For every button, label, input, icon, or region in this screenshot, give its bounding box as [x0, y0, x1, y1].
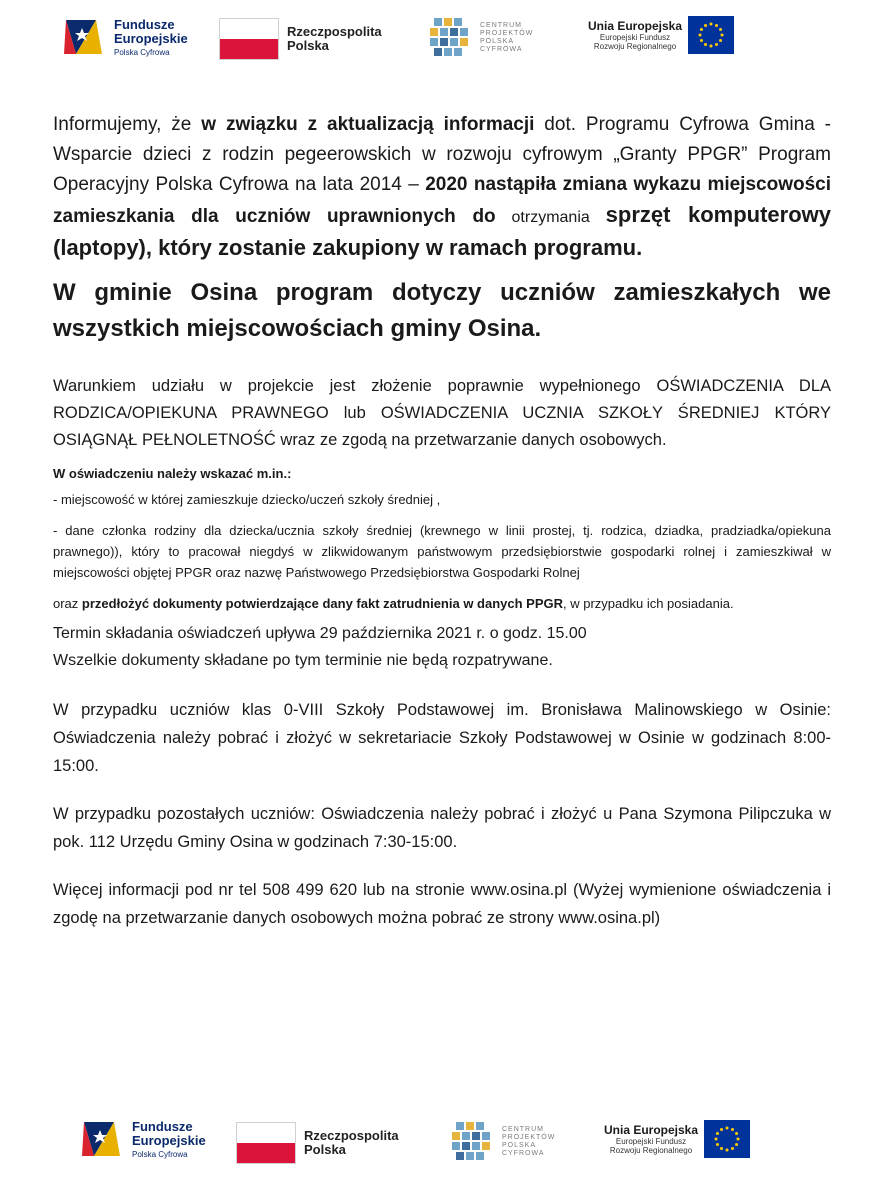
fundusze-europejskie-logo: [62, 14, 188, 60]
fundusze-europejskie-icon: [80, 1116, 126, 1162]
rp-line2: Polska: [304, 1142, 346, 1157]
ue-line1: Unia Europejska: [588, 19, 683, 33]
polish-flag-icon: [236, 1122, 296, 1164]
fe-line1: Fundusze: [114, 16, 175, 32]
other-students-info: W przypadku pozostałych uczniów: Oświadczenia należy pobrać i złożyć u Pana Szymona Pilipczuka w pok. 112 Urzędu Gminy Osina w godzinach 7:30-15:00.: [53, 805, 831, 851]
unia-europejska-logo: [604, 1120, 750, 1158]
ue-line1: Unia Europejska: [604, 1123, 699, 1137]
eu-star-icon: [700, 39, 703, 42]
fe-line2: Europejskie: [114, 30, 188, 46]
bottom-logo-bar: [0, 1100, 884, 1190]
eu-star-icon: [721, 34, 724, 37]
fundusze-europejskie-logo: [80, 1116, 206, 1162]
intro-text-2: dot. Programu Cyfrowa Gmina - Wsparcie dzieci z rodzin pegeerowskich w rozwoju cyfrowym „Granty PPGR” Program Operacyjny Polska Cyfrowa na lata 2014 –: [53, 114, 831, 195]
cpp-line4: CYFROWA: [480, 46, 523, 53]
rp-line1: Rzeczpospolita: [287, 24, 382, 39]
ue-line2: Europejski Fundusz: [599, 33, 671, 42]
intro-bold-3: sprzęt komputerowy (laptopy), który zostanie zakupiony w ramach programu.: [53, 202, 831, 260]
headline: W gminie Osina program dotyczy uczniów zamieszkałych we wszystkich miejscowościach gminy Osina.: [53, 279, 831, 342]
fe-line1: Fundusze: [132, 1118, 193, 1134]
announcement-body: [53, 110, 831, 932]
eu-star-icon: [720, 1128, 723, 1131]
rzeczpospolita-polska-logo: [236, 1122, 399, 1164]
eu-star-icon: [704, 43, 707, 46]
eu-star-icon: [715, 24, 718, 27]
intro-bold-1: w związku z aktualizacją informacji: [201, 114, 535, 135]
cpp-line3: POLSKA: [502, 1142, 537, 1149]
rp-line1: Rzeczpospolita: [304, 1128, 399, 1143]
cpp-line3: POLSKA: [480, 38, 515, 45]
eu-star-icon: [719, 28, 722, 31]
fundusze-europejskie-icon: [62, 14, 108, 60]
participation-condition: Warunkiem udziału w projekcie jest złożenie poprawnie wypełnionego OŚWIADCZENIA DLA RODZICA/OPIEKUNA PRAWNEGO lub OŚWIADCZENIA UCZNIA SZKOŁY ŚREDNIEJ KTÓRY OSIĄGNĄŁ PEŁNOLETNOŚĆ wraz ze zgodą na przetwarzanie danych osobowych.: [53, 377, 831, 449]
unia-europejska-logo: [588, 16, 734, 54]
centrum-projektow-icon: [450, 1120, 494, 1164]
declaration-item-1: - miejscowość w której zamieszkuje dziecko/uczeń szkoły średniej ,: [53, 492, 441, 507]
centrum-projektow-icon: [428, 16, 472, 60]
fe-line3: Polska Cyfrowa: [114, 47, 170, 57]
eu-star-icon: [726, 1149, 729, 1152]
school-info: W przypadku uczniów klas 0-VIII Szkoły Podstawowej im. Bronisława Malinowskiego w Osinie: Oświadczenia należy pobrać i złożyć w sekretariacie Szkoły Podstawowej w Osinie w godzinach 8:00-15:00.: [53, 701, 831, 775]
eu-star-icon: [715, 1138, 718, 1141]
deadline-line-1: Termin składania oświadczeń upływa 29 października 2021 r. o godz. 15.00: [53, 625, 587, 642]
intro-paragraph: [53, 110, 831, 265]
polish-flag-icon: [219, 18, 279, 60]
centrum-projektow-logo: [428, 16, 533, 60]
eu-star-icon: [735, 1132, 738, 1135]
intro-text-1: Informujemy, że: [53, 114, 202, 135]
eu-star-icon: [719, 39, 722, 42]
eu-star-icon: [737, 1138, 740, 1141]
eu-flag-icon: [704, 1120, 750, 1158]
declaration-heading: W oświadczeniu należy wskazać m.in.:: [53, 466, 292, 481]
rp-line2: Polska: [287, 38, 329, 53]
docs-text-1: oraz: [53, 596, 82, 611]
eu-star-icon: [731, 1147, 734, 1150]
eu-star-icon: [700, 28, 703, 31]
cpp-line2: PROJEKTÓW: [502, 1134, 556, 1141]
eu-star-icon: [710, 45, 713, 48]
more-info: Więcej informacji pod nr tel 508 499 620 lub na stronie www.osina.pl (Wyżej wymienione oświadczenia i zgodę na przetwarzanie danych osobowych można pobrać ze strony www.osina.pl): [53, 881, 831, 927]
eu-flag-icon: [688, 16, 734, 54]
deadline-line-2: Wszelkie dokumenty składane po tym terminie nie będą rozpatrywane.: [53, 652, 553, 669]
eu-star-icon: [720, 1147, 723, 1150]
eu-star-icon: [716, 1132, 719, 1135]
ue-line2: Europejski Fundusz: [615, 1137, 687, 1146]
intro-bold-2: 2020 nastąpiła zmiana wykazu miejscowości zamieszkania dla uczniów uprawnionych do: [53, 174, 832, 227]
eu-star-icon: [731, 1128, 734, 1131]
ue-line3: Rozwoju Regionalnego: [609, 1146, 693, 1155]
fe-line2: Europejskie: [132, 1132, 206, 1148]
eu-star-icon: [726, 1127, 729, 1130]
top-logo-bar: [0, 0, 884, 90]
eu-star-icon: [735, 1143, 738, 1146]
declaration-item-2: - dane członka rodziny dla dziecka/ucznia szkoły średniej (krewnego w linii prostej, tj. rodzica, dziadka, pradziadka/opiekuna prawnego)), który to pracował niegdyś w zlikwidowanym państwowym przedsiębiorstwie gospodarki rolnej i zamieszkiwał w miejscowości objętej PPGR oraz nazwę Państwowego Przedsiębiorstwa Gospodarki Rolnej: [53, 523, 831, 580]
eu-star-icon: [699, 34, 702, 37]
cpp-line1: CENTRUM: [480, 22, 522, 29]
intro-text-3: otrzymania: [495, 209, 606, 226]
docs-text-2: , w przypadku ich posiadania.: [563, 596, 734, 611]
docs-bold: przedłożyć dokumenty potwierdzające dany fakt zatrudnienia w danych PPGR: [81, 596, 564, 611]
cpp-line4: CYFROWA: [502, 1150, 545, 1157]
eu-star-icon: [715, 43, 718, 46]
centrum-projektow-logo: [450, 1120, 555, 1164]
ue-line3: Rozwoju Regionalnego: [593, 42, 677, 51]
documents-note: [53, 593, 831, 614]
eu-star-icon: [710, 23, 713, 26]
fe-line3: Polska Cyfrowa: [132, 1149, 188, 1159]
cpp-line2: PROJEKTÓW: [480, 30, 534, 37]
rzeczpospolita-polska-logo: [219, 18, 382, 60]
cpp-line1: CENTRUM: [502, 1126, 544, 1133]
eu-star-icon: [716, 1143, 719, 1146]
eu-star-icon: [704, 24, 707, 27]
